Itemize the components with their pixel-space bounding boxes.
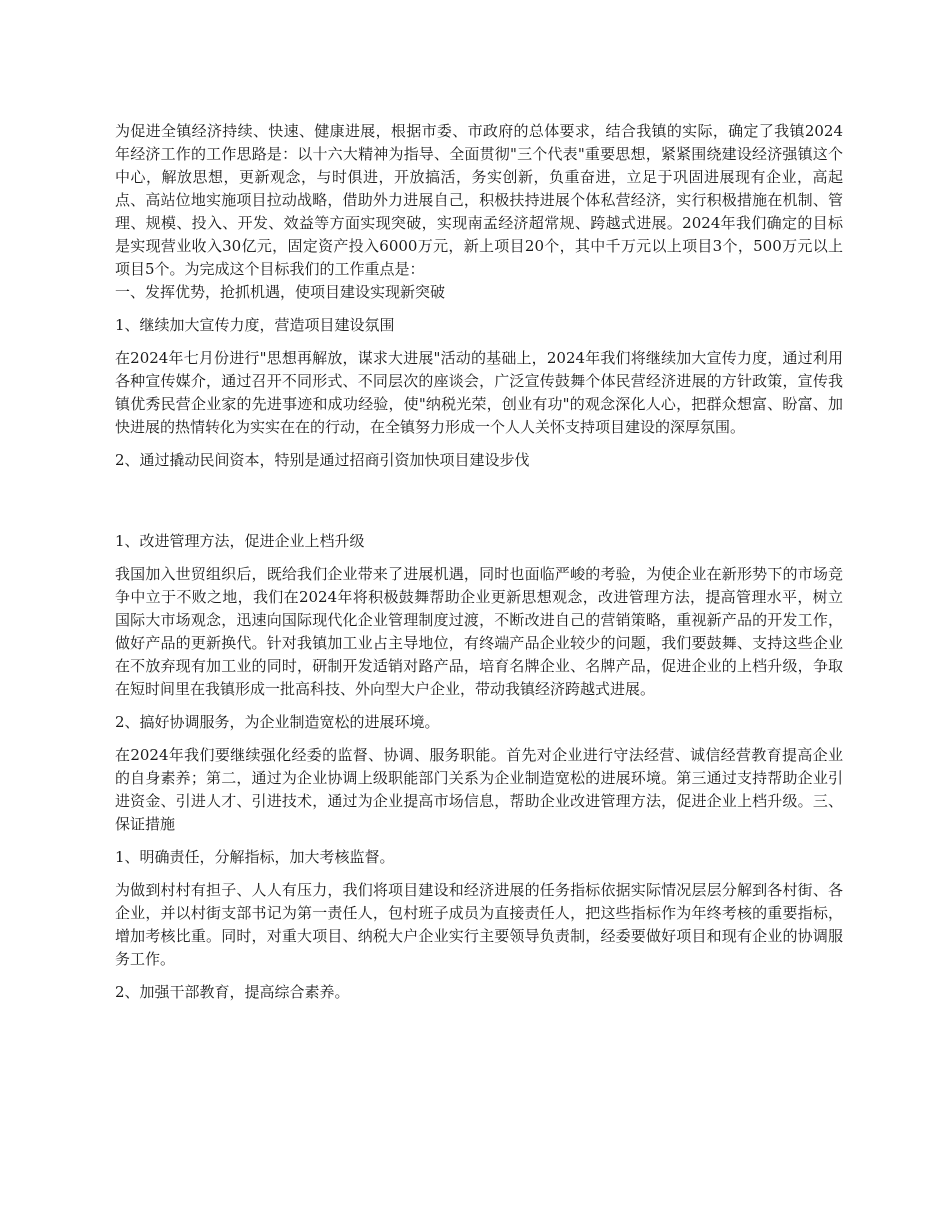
document-body	[115, 120, 843, 1014]
subheading-coordination: 2、搞好协调服务，为企业制造宽松的进展环境。	[115, 713, 440, 731]
blank-gap	[115, 482, 843, 530]
intro-paragraph: 为促进全镇经济持续、快速、健康进展，根据市委、市政府的总体要求，结合我镇的实际，确定了我镇2024年经济工作的工作思路是：以十六大精神为指导、全面贯彻"三个代表"重要思想，紧紧围绕建设经济强镇这个中心，解放思想，更新观念，与时俱进，开放搞活，务实创新，负重奋进，立足于巩固进展现有企业，高起点、高站位地实施项目拉动战略，借助外力进展自己，积极扶持进展个体私营经济，实行积极措施在机制、管理、规模、投入、开发、效益等方面实现突破，实现南孟经济超常规、跨越式进展。2024年我们确定的目标是实现营业收入30亿元，固定资产投入6000万元，新上项目20个，其中千万元以上项目3个，500万元以上项目5个。为完成这个目标我们的工作重点是：	[115, 122, 843, 278]
coordination-paragraph: 在2024年我们要继续强化经委的监督、协调、服务职能。首先对企业进行守法经营、诚信经营教育提高企业的自身素养；第二，通过为企业协调上级职能部门关系为企业制造宽松的进展环境。第三通过支持帮助企业引进资金、引进人才、引进技术，通过为企业提高市场信息，帮助企业改进管理方法，促进企业上档升级。三、保证措施	[115, 746, 843, 833]
management-paragraph: 我国加入世贸组织后，既给我们企业带来了进展机遇，同时也面临严峻的考验，为使企业在新形势下的市场竞争中立于不败之地，我们在2024年将积极鼓舞帮助企业更新思想观念，改进管理方法，提高管理水平，树立国际大市场观念，迅速向国际现代化企业管理制度过渡，不断改进自己的营销策略，重视新产品的开发工作，做好产品的更新换代。针对我镇加工业占主导地位，有终端产品企业较少的问题，我们要鼓舞、支持这些企业在不放弃现有加工业的同时，研制开发适销对路产品，培育名牌企业、名牌产品，促进企业的上档升级，争取在短时间里在我镇形成一批高科技、外向型大户企业，带动我镇经济跨越式进展。	[115, 565, 843, 698]
section-heading-1: 一、发挥优势，抢抓机遇，使项目建设实现新突破	[115, 283, 446, 301]
subheading-management: 1、改进管理方法，促进企业上档升级	[115, 532, 365, 550]
subheading-private-capital: 2、通过撬动民间资本，特别是通过招商引资加快项目建设步伐	[115, 451, 530, 469]
subheading-publicity: 1、继续加大宣传力度，营造项目建设氛围	[115, 316, 395, 334]
subheading-responsibility: 1、明确责任，分解指标，加大考核监督。	[115, 848, 395, 866]
subheading-cadre-education: 2、加强干部教育，提高综合素养。	[115, 983, 350, 1001]
responsibility-paragraph: 为做到村村有担子、人人有压力，我们将项目建设和经济进展的任务指标依据实际情况层层分解到各村街、各企业，并以村街支部书记为第一责任人，包村班子成员为直接责任人，把这些指标作为年终考核的重要指标，增加考核比重。同时，对重大项目、纳税大户企业实行主要领导负责制，经委要做好项目和现有企业的协调服务工作。	[115, 881, 843, 968]
publicity-paragraph: 在2024年七月份进行"思想再解放，谋求大进展"活动的基础上，2024年我们将继续加大宣传力度，通过利用各种宣传媒介，通过召开不同形式、不同层次的座谈会，广泛宣传鼓舞个体民营经济进展的方针政策，宣传我镇优秀民营企业家的先进事迹和成功经验，使"纳税光荣，创业有功"的观念深化人心，把群众想富、盼富、加快进展的热情转化为实实在在的行动，在全镇努力形成一个人人关怀支持项目建设的深厚氛围。	[115, 349, 843, 436]
